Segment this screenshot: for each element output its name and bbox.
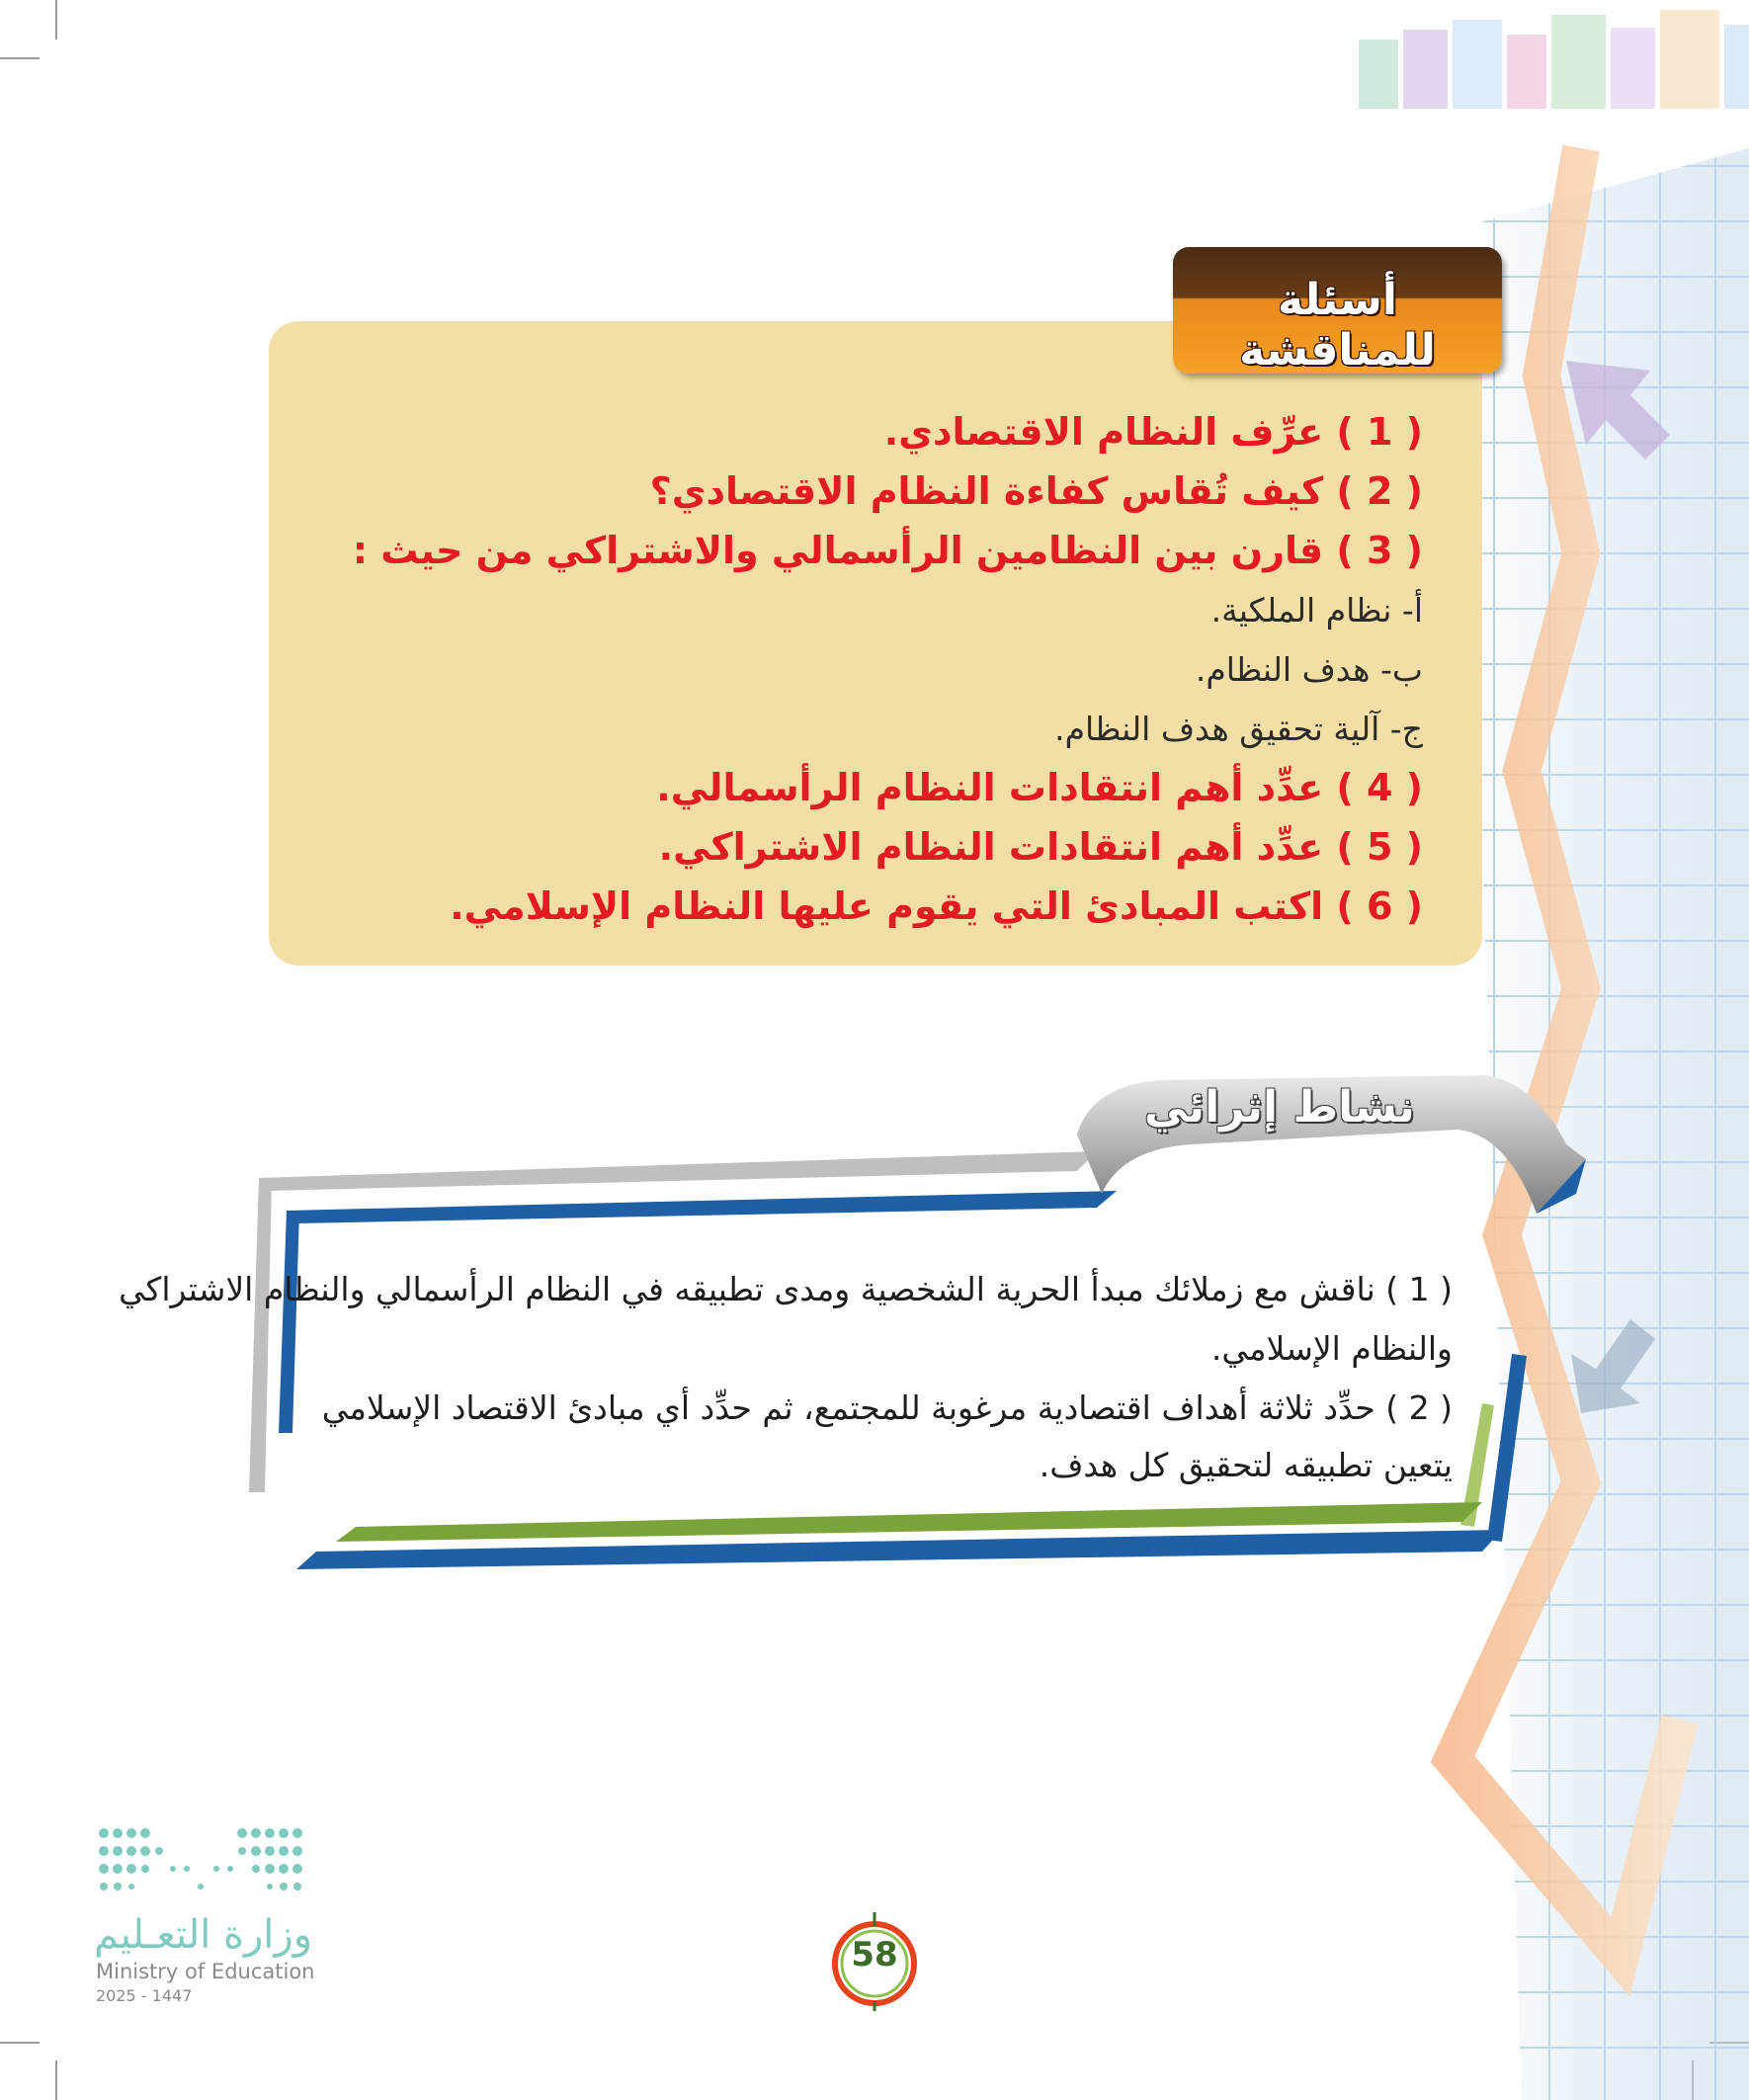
enrichment-item-2-line2: يتعين تطبيقه لتحقيق كل هدف. [1039, 1446, 1453, 1484]
question-number: ( 6 ) [1336, 884, 1423, 928]
discussion-title-tab [1173, 247, 1502, 374]
question-3 [353, 529, 1423, 572]
question-text: قارن بين النظامين الرأسمالي والاشتراكي من حيث : [352, 529, 1324, 572]
enrichment-item-1-line2: والنظام الإسلامي. [1210, 1329, 1453, 1368]
enrichment-title: نشاط إثرائي [1144, 1082, 1415, 1133]
question-text: كيف تُقاس كفاءة النظام الاقتصادي؟ [649, 469, 1324, 513]
question-4 [656, 766, 1423, 809]
ministry-year: 2025 - 1447 [96, 1986, 193, 2005]
question-6 [450, 884, 1423, 928]
question-number: ( 5 ) [1336, 825, 1423, 869]
sub-item-a: أ- نظام الملكية. [1210, 591, 1423, 630]
question-text: اكتب المبادئ التي يقوم عليها النظام الإسلامي. [450, 884, 1324, 928]
discussion-title: أسئلة للمناقشة [1239, 275, 1436, 376]
question-number: ( 3 ) [1336, 529, 1423, 572]
skyline-illustration [1359, 10, 1749, 109]
sub-item-c: ج- آلية تحقيق هدف النظام. [1054, 710, 1423, 748]
ministry-name-english: Ministry of Education [96, 1960, 315, 1983]
question-text: عرِّف النظام الاقتصادي. [883, 410, 1324, 454]
question-1 [884, 410, 1423, 454]
question-2 [650, 469, 1423, 513]
question-number: ( 2 ) [1336, 469, 1423, 513]
ministry-name-arabic: وزارة التعـليم [94, 1912, 313, 1958]
question-text: عدِّد أهم انتقادات النظام الرأسمالي. [656, 766, 1324, 809]
question-text: عدِّد أهم انتقادات النظام الاشتراكي. [658, 825, 1324, 869]
ministry-logo-icon [94, 1823, 311, 1912]
enrichment-item-1-line1: ( 1 ) ناقش مع زملائك مبدأ الحرية الشخصية ومدى تطبيقه في النظام الرأسمالي والنظام الاشتراكي [119, 1270, 1453, 1308]
enrichment-item-2-line1: ( 2 ) حدِّد ثلاثة أهداف اقتصادية مرغوبة للمجتمع، ثم حدِّد أي مبادئ الاقتصاد الإسلامي [321, 1388, 1453, 1427]
sub-item-b: ب- هدف النظام. [1195, 650, 1423, 689]
page-number: 58 [851, 1935, 898, 1974]
question-number: ( 1 ) [1336, 410, 1423, 454]
question-number: ( 4 ) [1336, 766, 1423, 809]
question-5 [659, 825, 1423, 869]
